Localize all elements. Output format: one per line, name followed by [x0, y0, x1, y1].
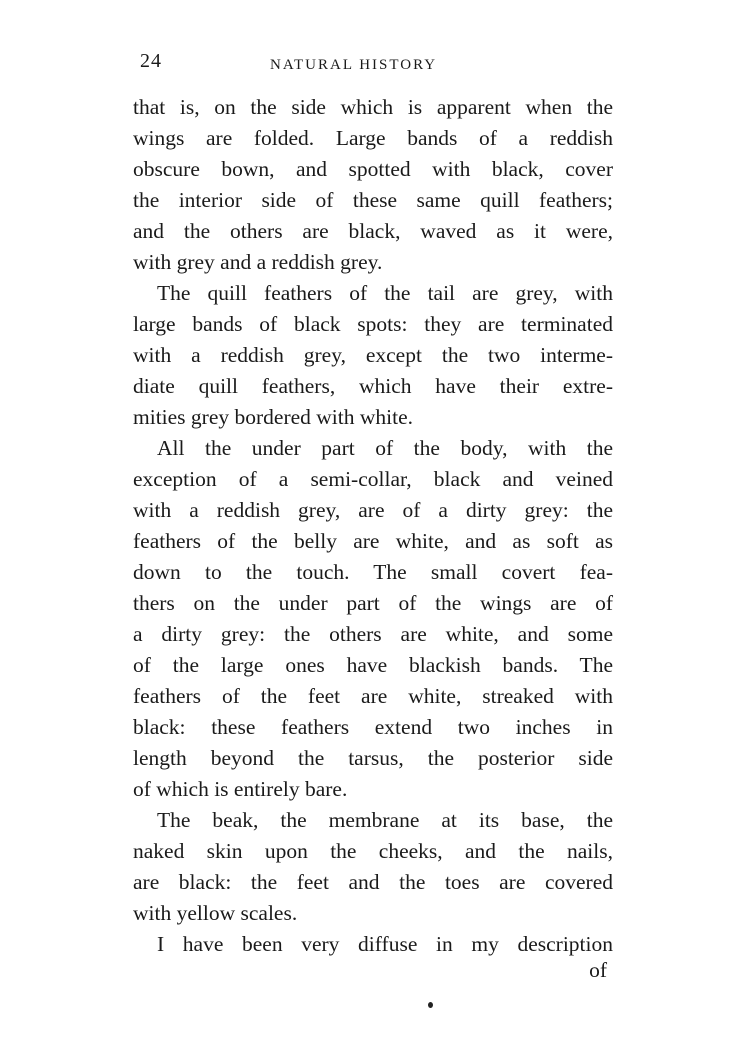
body-text	[133, 92, 613, 960]
text-line: feathers of the feet are white, streaked with	[133, 684, 613, 708]
ink-speck	[428, 1002, 433, 1008]
text-line: exception of a semi-collar, black and veined	[133, 467, 613, 491]
running-head: NATURAL HISTORY	[270, 57, 438, 73]
text-line: large bands of black spots: they are terminated	[133, 312, 613, 336]
text-line: diate quill feathers, which have their extre-	[133, 374, 613, 398]
text-line: with a reddish grey, except the two interme-	[133, 343, 613, 367]
text-line: of which is entirely bare.	[133, 777, 348, 801]
text-line: the interior side of these same quill feathers;	[133, 188, 613, 212]
text-line: with a reddish grey, are of a dirty grey: the	[133, 498, 613, 522]
text-line: down to the touch. The small covert fea-	[133, 560, 613, 584]
text-line: obscure bown, and spotted with black, cover	[133, 157, 613, 181]
paragraph-1	[133, 92, 613, 278]
text-line: with yellow scales.	[133, 901, 298, 925]
text-line: I have been very diffuse in my description	[157, 932, 613, 956]
text-line: mities grey bordered with white.	[133, 405, 414, 429]
text-line: a dirty grey: the others are white, and some	[133, 622, 613, 646]
text-line: feathers of the belly are white, and as soft as	[133, 529, 613, 553]
text-line: and the others are black, waved as it were,	[133, 219, 613, 243]
paragraph-2	[133, 278, 613, 433]
text-line: that is, on the side which is apparent when the	[133, 95, 613, 119]
text-line: length beyond the tarsus, the posterior side	[133, 746, 613, 770]
text-line: with grey and a reddish grey.	[133, 250, 383, 274]
text-line: naked skin upon the cheeks, and the nails,	[133, 839, 613, 863]
text-line: wings are folded. Large bands of a reddish	[133, 126, 613, 150]
text-line: All the under part of the body, with the	[157, 436, 613, 460]
catchword: of	[589, 958, 607, 982]
text-line: thers on the under part of the wings are of	[133, 591, 613, 615]
paragraph-3	[133, 433, 613, 805]
text-line: of the large ones have blackish bands. The	[133, 653, 613, 677]
text-line: black: these feathers extend two inches in	[133, 715, 613, 739]
text-line: The beak, the membrane at its base, the	[157, 808, 613, 832]
page-number: 24	[140, 50, 162, 72]
text-line: are black: the feet and the toes are covered	[133, 870, 613, 894]
paragraph-4	[133, 805, 613, 929]
text-line: The quill feathers of the tail are grey, with	[157, 281, 613, 305]
paragraph-5	[133, 929, 613, 960]
